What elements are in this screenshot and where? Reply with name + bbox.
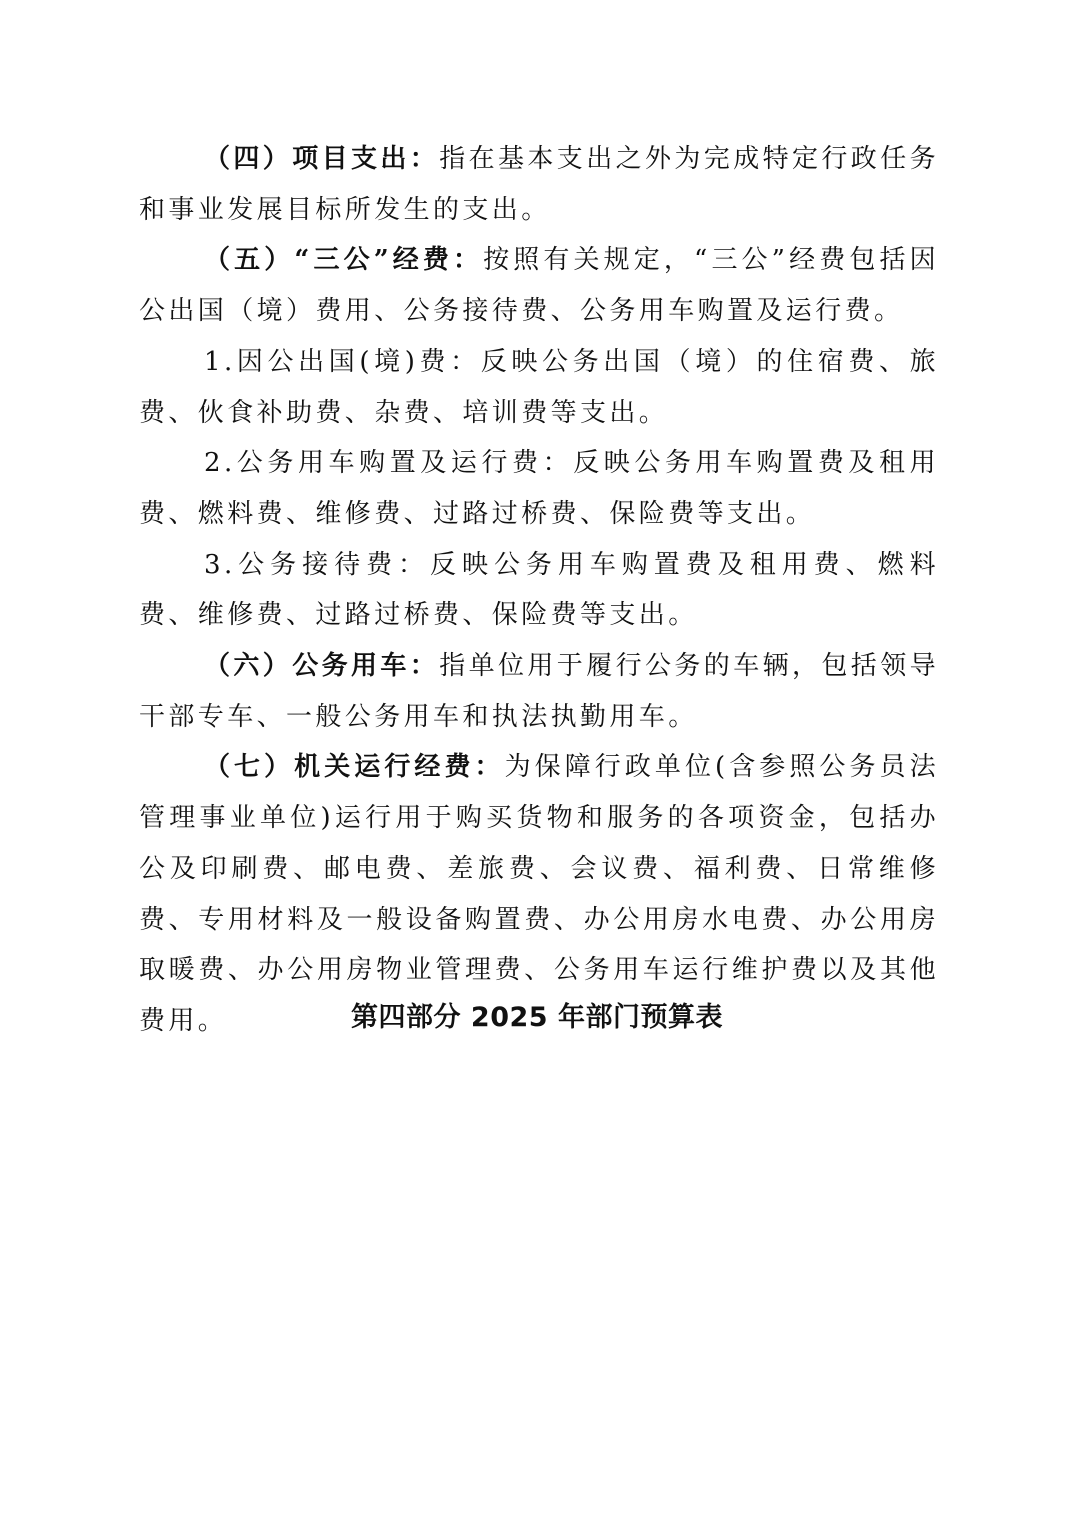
definition-operating-funds: 为保障行政单位(含参照公务员法管理事业单位)运行用于购买货物和服务的各项资金，包括办公及印刷费、邮电费、差旅费、会议费、福利费、日常维修费、专用材料及一般设备购置费、办公用房水电费、办公用房取暖费、办公用房物业管理费、公务用车运行维护费以及其他费用。 <box>139 752 939 1036</box>
definition-official-reception-expense: 3.公务接待费：反映公务用车购置费及租用费、燃料费、维修费、过路过桥费、保险费等支出。 <box>139 549 939 631</box>
term-official-vehicles: （六）公务用车： <box>204 651 440 682</box>
term-three-public-expenses: （五）“三公”经费： <box>204 245 484 276</box>
section-heading: 第四部分 2025 年部门预算表 <box>351 1002 723 1033</box>
paragraph-official-reception-expense <box>139 540 939 641</box>
term-project-expenditure: （四）项目支出： <box>204 144 440 174</box>
paragraph-official-vehicle-expense <box>139 438 939 539</box>
paragraph-overseas-travel-expense <box>139 337 939 438</box>
definition-project-expenditure: 指在基本支出之外为完成特定行政任务和事业发展目标所发生的支出。 <box>139 144 940 225</box>
paragraph-official-vehicles <box>139 641 939 742</box>
term-operating-funds: （七）机关运行经费： <box>204 752 505 783</box>
paragraph-project-expenditure <box>139 134 939 235</box>
definition-official-vehicle-expense: 2.公务用车购置及运行费：反映公务用车购置费及租用费、燃料费、维修费、过路过桥费、保险费等支出。 <box>139 448 939 529</box>
document-body <box>139 134 939 1047</box>
paragraph-three-public-expenses <box>139 235 939 336</box>
definition-official-vehicles: 指单位用于履行公务的车辆，包括领导干部专车、一般公务用车和执法执勤用车。 <box>139 651 940 732</box>
definition-three-public-expenses: 按照有关规定，“三公”经费包括因公出国（境）费用、公务接待费、公务用车购置及运行费。 <box>139 245 939 327</box>
definition-overseas-travel-expense: 1.因公出国(境)费：反映公务出国（境）的住宿费、旅费、伙食补助费、杂费、培训费等支出。 <box>139 346 939 428</box>
